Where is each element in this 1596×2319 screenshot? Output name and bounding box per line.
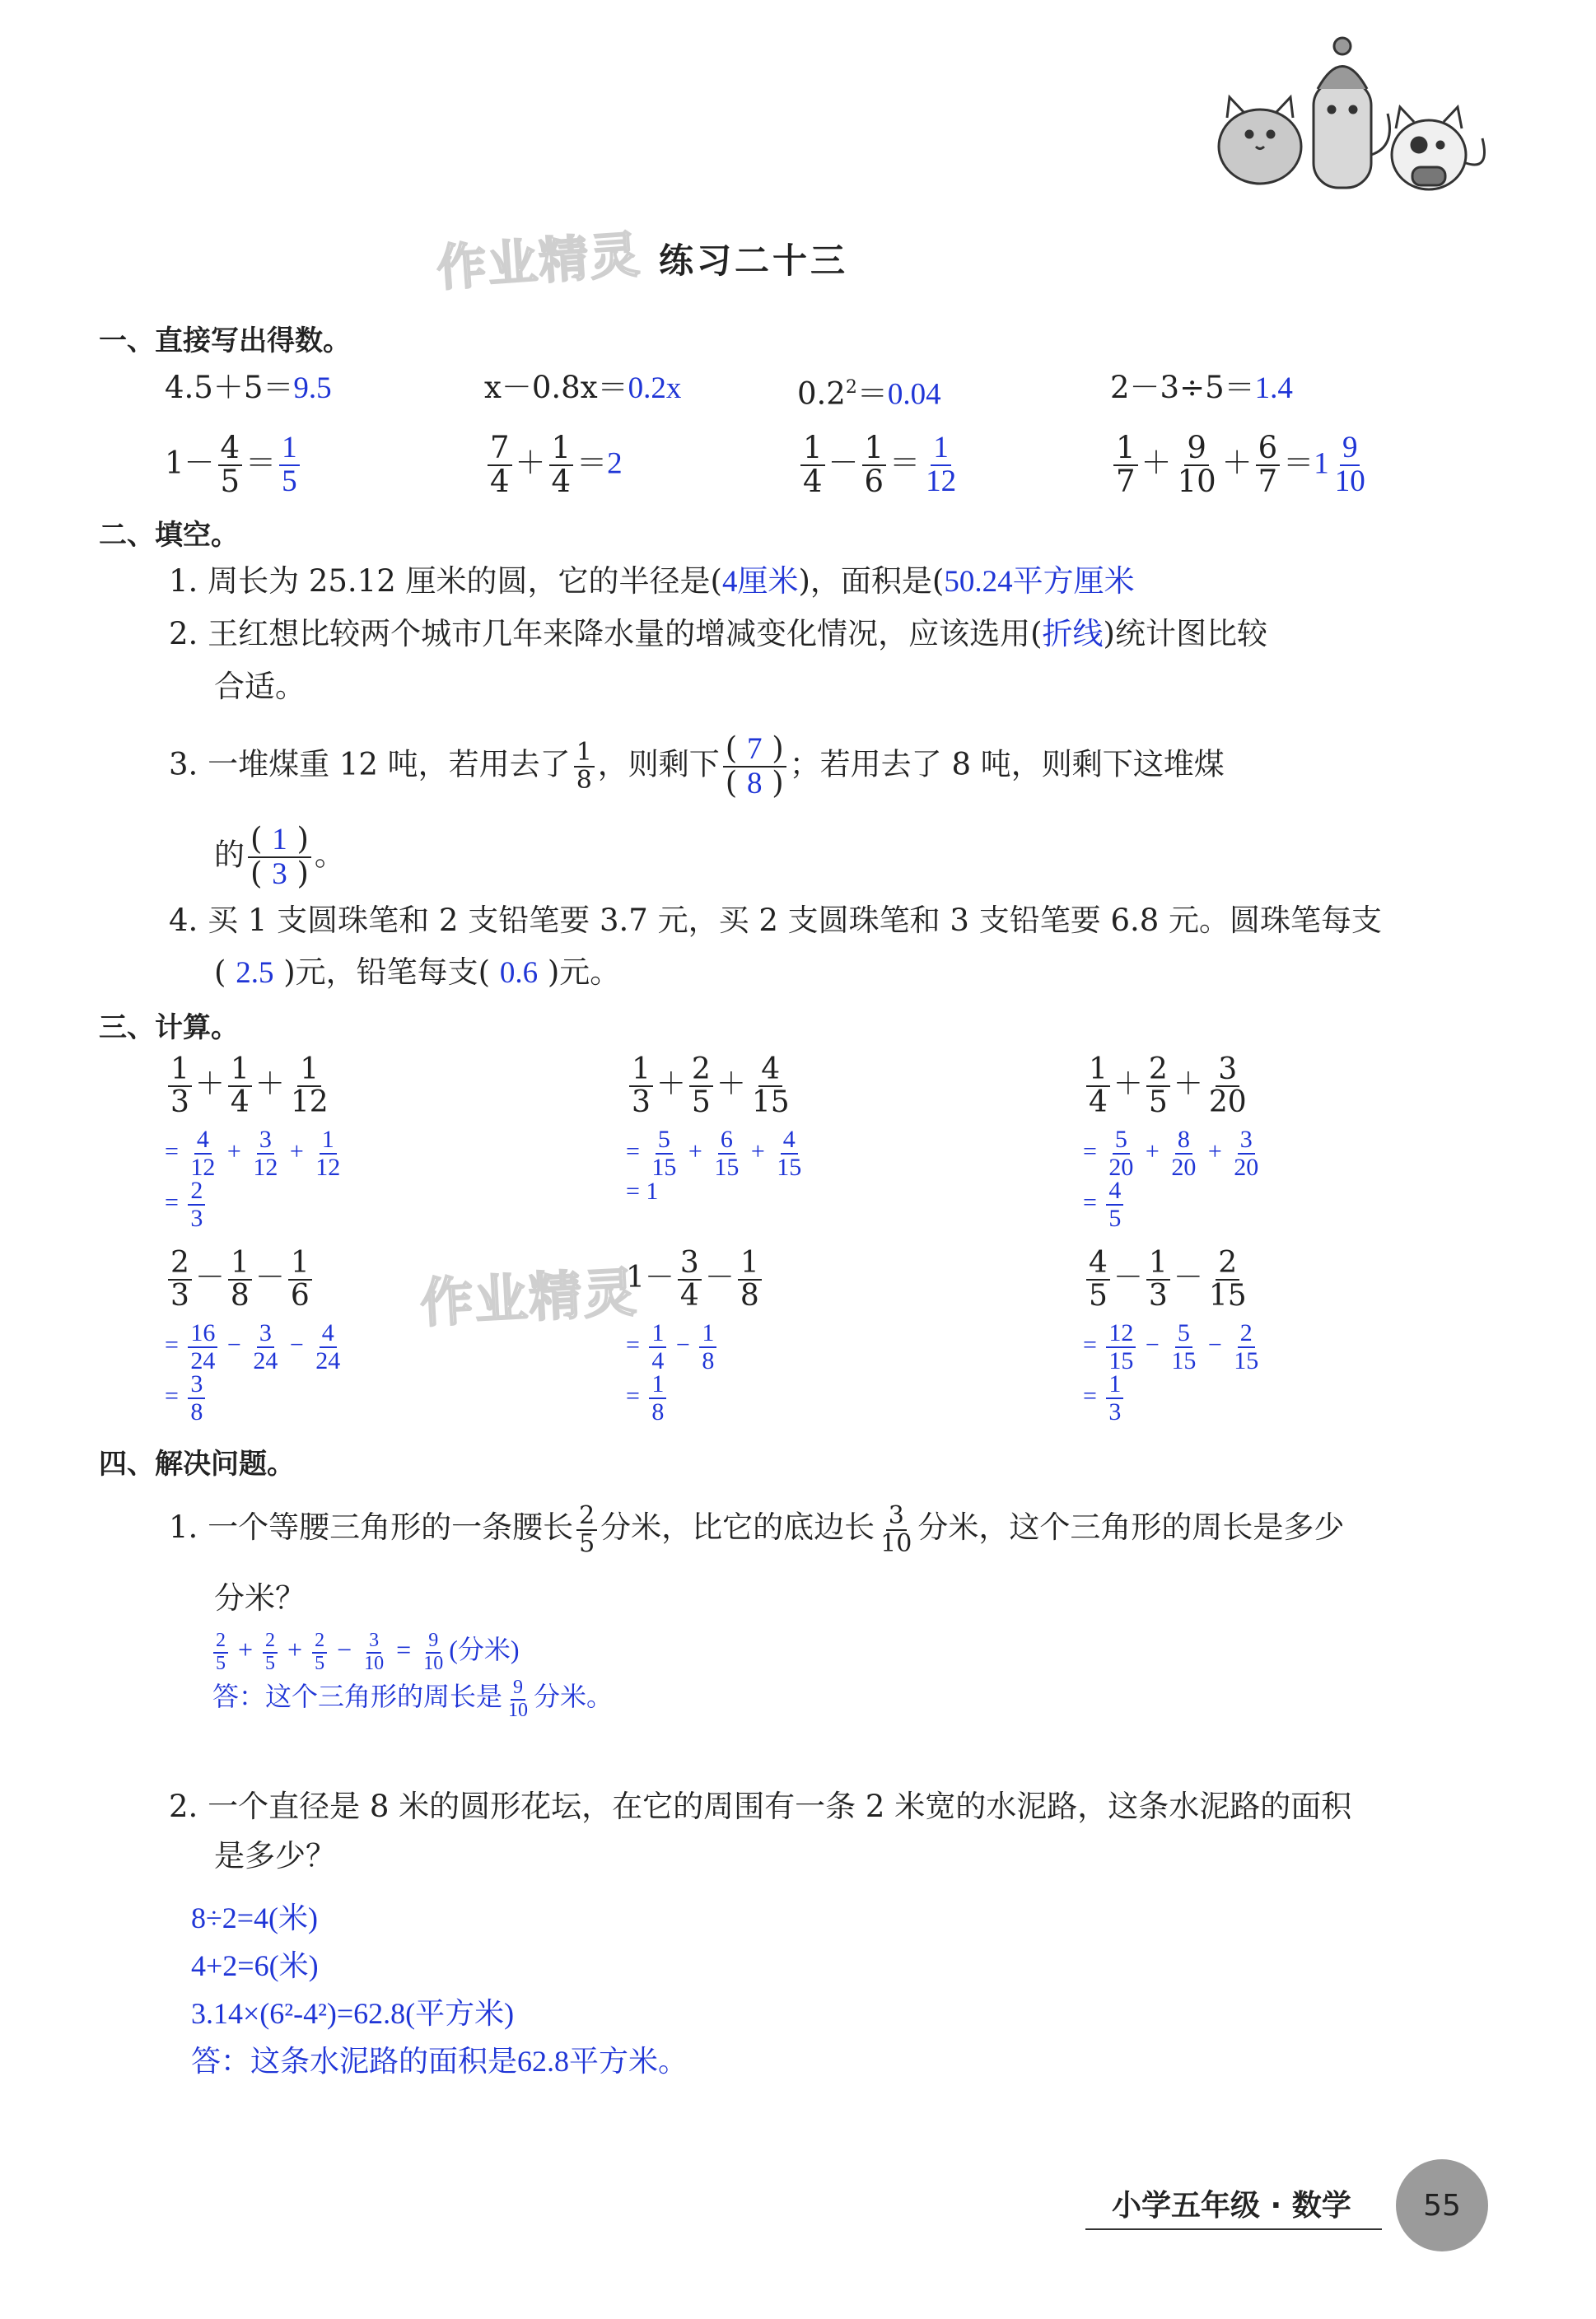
fraction: $\frac{1}{8}$ — [649, 1371, 666, 1425]
fraction: $\frac{8}{20}$ — [1171, 1126, 1197, 1181]
s4-q2-work — [191, 1894, 688, 2085]
fraction: $\frac{16}{24}$ — [188, 1320, 217, 1374]
s1-q4: 2－3÷5＝1.4 — [1110, 370, 1293, 405]
book-label: 小学五年级 · 数学 — [1112, 2189, 1351, 2223]
calc-3 — [1083, 1054, 1264, 1231]
s1-q5: 1－ $\frac{4}{5}$ ＝ $\frac{1}{5}$ — [165, 432, 303, 498]
s1-q8: $\frac{1}{7}$ ＋ $\frac{9}{10}$ ＋ $\frac{6}{7}$ ＝1 $\frac{9}{10}$ — [1110, 432, 1371, 498]
calc-question: 1－ $\frac{3}{4}$ － $\frac{1}{8}$ — [626, 1248, 765, 1320]
s1-q3: $0.2^2=0.04$ — [797, 376, 941, 412]
s1-q6: $\frac{7}{4}$ ＋ $\frac{1}{4}$ ＝2 — [484, 432, 623, 498]
calc-step: = $\frac{4}{12}$ + $\frac{3}{12}$ + $\frac{1}{12}$ — [165, 1127, 346, 1178]
fraction: $\frac{4}{15}$ — [751, 1052, 790, 1119]
fraction: $\frac{3}{12}$ — [253, 1126, 278, 1181]
fraction: $\frac{3}{24}$ — [253, 1319, 278, 1374]
fraction: $\frac{1}{6}$ — [288, 1248, 312, 1312]
fraction: $\frac{4}{15}$ — [777, 1126, 802, 1181]
footer-rule — [1085, 2228, 1382, 2230]
calc-1 — [165, 1054, 346, 1231]
cats-illustration-icon — [1190, 31, 1495, 196]
fraction: $\frac{1}{3}$ — [1146, 1248, 1170, 1312]
s2-q3-cont: 的 $\frac{( 1 )}{( 3 )}$ 。 — [214, 821, 345, 891]
fraction: $\frac{5}{15}$ — [1171, 1319, 1197, 1374]
fraction: $\frac{2}{15}$ — [1234, 1319, 1259, 1374]
calc-result: = $\frac{1}{3}$ — [1083, 1371, 1264, 1425]
s4-q2: 2. 一个直径是 8 米的圆形花坛，在它的周围有一条 2 米宽的水泥路，这条水泥路的面积 — [169, 1789, 1352, 1824]
fraction: $\frac{1}{3}$ — [168, 1054, 192, 1118]
fraction: $\frac{1}{12}$ — [315, 1126, 341, 1181]
fraction: $\frac{4}{5}$ — [1086, 1248, 1110, 1312]
page-number: 55 — [1396, 2159, 1488, 2251]
calc-4 — [165, 1248, 346, 1425]
s2-q2: 2. 王红想比较两个城市几年来降水量的增减变化情况，应该选用(折线)统计图比较 — [169, 616, 1267, 651]
calc-question: $\frac{1}{3}$ ＋ $\frac{1}{4}$ ＋ $\frac{1}{12}$ — [165, 1054, 346, 1127]
calc-question: $\frac{2}{3}$ － $\frac{1}{8}$ － $\frac{1}{6}$ — [165, 1248, 346, 1320]
fraction: $\frac{4}{24}$ — [315, 1319, 341, 1374]
calc-question: $\frac{1}{4}$ ＋ $\frac{2}{5}$ ＋ $\frac{3}{20}$ — [1083, 1054, 1264, 1127]
calc-step: = $\frac{5}{15}$ + $\frac{6}{15}$ + $\frac{4}{15}$ — [626, 1127, 807, 1178]
section1-heading: 一、直接写出得数。 — [99, 324, 351, 357]
fraction: $\frac{5}{20}$ — [1108, 1126, 1134, 1181]
s4-q2-line: 4+2=6(米) — [191, 1949, 319, 1982]
watermark: 作业精灵 — [435, 226, 643, 298]
calc-step: = $\frac{12}{15}$ − $\frac{5}{15}$ − $\frac{2}{15}$ — [1083, 1320, 1264, 1371]
s1-q1: 4.5＋5＝9.5 — [165, 370, 332, 405]
fraction: $\frac{1}{3}$ — [1106, 1371, 1123, 1425]
fraction: $\frac{4}{5}$ — [1106, 1178, 1123, 1231]
s4-q2-cont: 是多少？ — [214, 1838, 336, 1873]
calc-question: $\frac{1}{3}$ ＋ $\frac{2}{5}$ ＋ $\frac{4}{15}$ — [626, 1054, 807, 1127]
page-title: 练习二十三 — [659, 240, 849, 281]
s4-q1: 1. 一个等腰三角形的一条腰长 $\frac{2}{5}$ 分米，比它的底边长 $\frac{3}{10}$ 分米，这个三角形的周长是多少 — [169, 1501, 1345, 1558]
fraction: $\frac{1}{4}$ — [228, 1054, 252, 1118]
s2-q3: 3. 一堆煤重 12 吨，若用去了 $\frac{1}{8}$ ，则剩下 $\frac{( 7 )}{( 8 )}$ ；若用去了 8 吨，则剩下这堆煤 — [169, 730, 1225, 800]
fraction: $\frac{1}{3}$ — [629, 1054, 653, 1118]
s4-q2-line: 8÷2=4(米) — [191, 1901, 319, 1934]
calc-question: $\frac{4}{5}$ － $\frac{1}{3}$ － $\frac{2}{15}$ — [1083, 1248, 1264, 1320]
calc-step: = $\frac{5}{20}$ + $\frac{8}{20}$ + $\frac{3}{20}$ — [1083, 1127, 1264, 1178]
calc-step: = $\frac{1}{4}$ − $\frac{1}{8}$ — [626, 1320, 765, 1371]
s4-q2-line: 3.14×(6²-4²)=62.8(平方米) — [191, 1997, 515, 2030]
fraction: $\frac{2}{5}$ — [689, 1054, 713, 1118]
calc-step: = $\frac{16}{24}$ − $\frac{3}{24}$ − $\frac{4}{24}$ — [165, 1320, 346, 1371]
watermark-2: 作业精灵 — [418, 1262, 640, 1335]
calc-result: = $\frac{2}{3}$ — [165, 1178, 346, 1231]
fraction: $\frac{3}{20}$ — [1208, 1052, 1247, 1119]
s2-q4-cont: ( 2.5 )元，铅笔每支( 0.6 )元。 — [214, 954, 621, 990]
s1-q2: x－0.8x＝0.2x — [484, 370, 682, 405]
section3-heading: 三、计算。 — [99, 1011, 239, 1044]
calc-result: = $\frac{1}{8}$ — [626, 1371, 765, 1425]
s1-q7: $\frac{1}{4}$ － $\frac{1}{6}$ ＝ $\frac{1}{12}$ — [797, 432, 962, 498]
s4-q1-answer: 答：这个三角形的周长是 $\frac{9}{10}$ 分米。 — [212, 1677, 614, 1721]
s2-q1: 1. 周长为 25.12 厘米的圆，它的半径是(4厘米)，面积是(50.24平方厘米 — [169, 563, 1135, 599]
fraction: $\frac{1}{8}$ — [228, 1248, 252, 1312]
fraction: $\frac{1}{12}$ — [290, 1052, 329, 1119]
section2-heading: 二、填空。 — [99, 519, 239, 552]
fraction: $\frac{2}{15}$ — [1208, 1246, 1247, 1313]
calc-6 — [1083, 1248, 1264, 1425]
fraction: $\frac{2}{5}$ — [1146, 1054, 1170, 1118]
s2-q4: 4. 买 1 支圆珠笔和 2 支铅笔要 3.7 元，买 2 支圆珠笔和 3 支铅笔要 6.8 元。圆珠笔每支 — [169, 903, 1383, 938]
section4-heading: 四、解决问题。 — [99, 1448, 295, 1481]
s4-q2-answer: 答：这条水泥路的面积是62.8平方米。 — [191, 2045, 688, 2078]
calc-result: = $\frac{3}{8}$ — [165, 1371, 346, 1425]
calc-result: = $\frac{4}{5}$ — [1083, 1178, 1264, 1231]
fraction: $\frac{1}{4}$ — [1086, 1054, 1110, 1118]
s4-q1-work: $\frac{2}{5}$ + $\frac{2}{5}$ + $\frac{2}{5}$ − $\frac{3}{10}$ = $\frac{9}{10}$ (分米) — [210, 1629, 520, 1674]
fraction: $\frac{3}{8}$ — [188, 1371, 205, 1425]
fraction: $\frac{4}{12}$ — [190, 1126, 216, 1181]
calc-result: = 1 — [626, 1178, 659, 1205]
fraction: $\frac{12}{15}$ — [1106, 1320, 1136, 1374]
calc-2 — [626, 1054, 807, 1206]
fraction: $\frac{3}{4}$ — [678, 1248, 702, 1312]
fraction: $\frac{1}{4}$ — [649, 1320, 666, 1374]
fraction: $\frac{5}{15}$ — [651, 1126, 677, 1181]
s2-q2-cont: 合适。 — [214, 669, 306, 704]
fraction: $\frac{2}{3}$ — [188, 1178, 205, 1231]
fraction: $\frac{3}{20}$ — [1234, 1126, 1259, 1181]
fraction: $\frac{1}{8}$ — [699, 1320, 716, 1374]
fraction: $\frac{6}{15}$ — [714, 1126, 740, 1181]
fraction: $\frac{2}{3}$ — [168, 1248, 192, 1312]
calc-5 — [626, 1248, 765, 1425]
s4-q1-cont: 分米？ — [214, 1580, 306, 1616]
fraction: $\frac{1}{8}$ — [738, 1248, 762, 1312]
